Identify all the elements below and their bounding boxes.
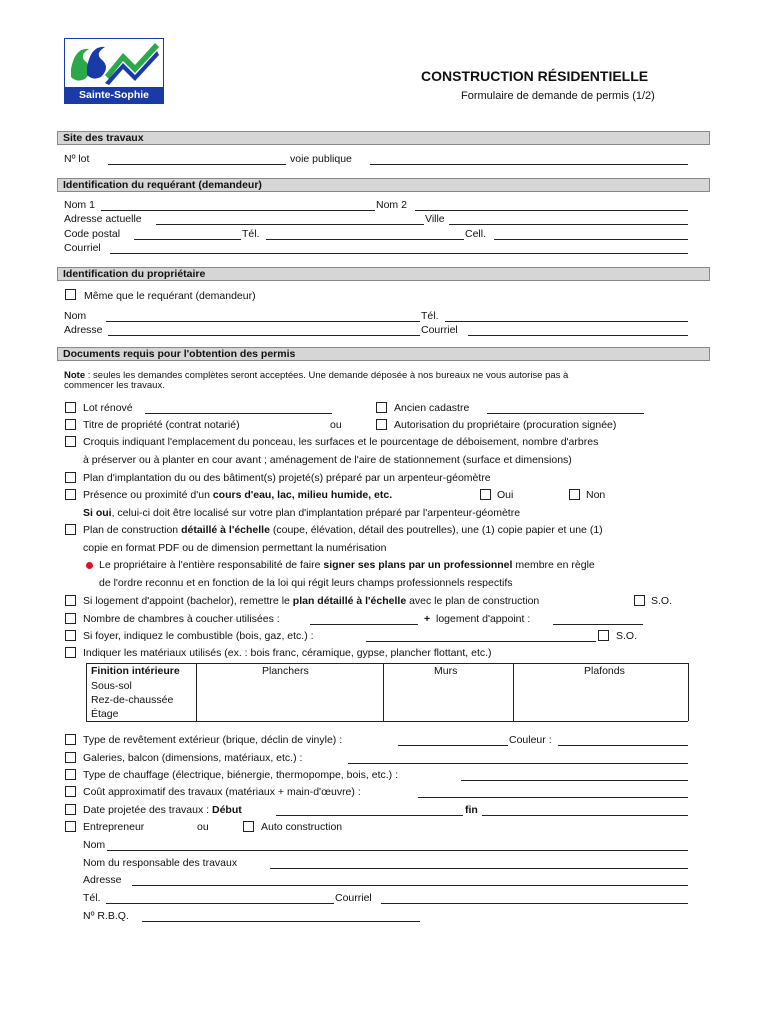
logo-graphic-icon <box>65 39 163 87</box>
foyer-checkbox[interactable] <box>65 630 76 641</box>
revetement-checkbox[interactable] <box>65 734 76 745</box>
prop-tel-label: Tél. <box>421 310 439 322</box>
chauffage-checkbox[interactable] <box>65 769 76 780</box>
cout-field[interactable] <box>418 797 688 798</box>
nom2-field[interactable] <box>415 210 688 211</box>
responsabilite-label <box>99 559 595 571</box>
cell-field[interactable] <box>494 239 688 240</box>
ancien-cadastre-field[interactable] <box>487 413 644 414</box>
adresse-field[interactable] <box>156 224 424 225</box>
e-tel-field[interactable] <box>106 903 334 904</box>
appoint-pre: Si logement d'appoint (bachelor), remettre le <box>83 595 293 607</box>
table-border-right <box>688 663 689 721</box>
meme-label: Même que le requérant (demandeur) <box>84 290 256 302</box>
croquis-checkbox[interactable] <box>65 436 76 447</box>
oui-label: Oui <box>497 489 514 501</box>
nom2-label: Nom 2 <box>376 199 407 211</box>
e-rbq-label: Nº R.B.Q. <box>83 910 129 922</box>
section-site-heading: Site des travaux <box>57 131 710 145</box>
table-border-top <box>86 663 688 664</box>
page-subtitle: Formulaire de demande de permis (1/2) <box>461 90 655 102</box>
entrepreneur-label: Entrepreneur <box>83 821 145 833</box>
table-row: Sous-sol <box>91 680 132 692</box>
foyer-so-label: S.O. <box>616 630 638 642</box>
chambres-checkbox[interactable] <box>65 613 76 624</box>
courriel-field[interactable] <box>110 253 688 254</box>
plan-impl-label: Plan d'implantation du ou des bâtiment(s) projeté(s) préparé par un arpenteur-géomètre <box>83 472 491 484</box>
revetement-field[interactable] <box>398 745 508 746</box>
page-title: CONSTRUCTION RÉSIDENTIELLE <box>421 68 649 84</box>
note-line2: commencer les travaux. <box>64 380 165 391</box>
voie-label: voie publique <box>290 153 352 165</box>
nom1-field[interactable] <box>101 210 375 211</box>
auto-construction-label: Auto construction <box>261 821 343 833</box>
materiaux-checkbox[interactable] <box>65 647 76 658</box>
section-documents-heading: Documents requis pour l'obtention des permis <box>57 347 710 361</box>
table-col-divider-2 <box>383 663 384 721</box>
plan-constr-pre: Plan de construction <box>83 524 182 536</box>
plan-constr-label <box>83 524 603 536</box>
fin-label: fin <box>465 804 478 816</box>
foyer-field[interactable] <box>366 641 596 642</box>
table-border-left <box>86 663 87 721</box>
e-tel-label: Tél. <box>83 892 101 904</box>
lot-label: Nº lot <box>64 153 90 165</box>
cell-label: Cell. <box>465 228 487 240</box>
date-pre: Date projetée des travaux : <box>83 804 212 816</box>
e-courriel-field[interactable] <box>381 903 688 904</box>
municipality-logo <box>64 38 164 104</box>
section-proprietaire-heading: Identification du propriétaire <box>57 267 710 281</box>
code-postal-field[interactable] <box>134 239 241 240</box>
titre-label: Titre de propriété (contrat notarié) <box>83 419 240 431</box>
prop-adresse-label: Adresse <box>64 324 103 336</box>
materiaux-label: Indiquer les matériaux utilisés (ex. : bois franc, céramique, gypse, plancher flottant, etc.) <box>83 647 492 659</box>
oui-checkbox[interactable] <box>480 489 491 500</box>
cout-label: Coût approximatif des travaux (matériaux + main-d'œuvre) : <box>83 786 361 798</box>
date-label <box>83 804 242 816</box>
auto-construction-checkbox[interactable] <box>243 821 254 832</box>
e-adresse-field[interactable] <box>132 885 688 886</box>
table-header-finition: Finition intérieure <box>91 665 180 677</box>
plan-constr-label-2: copie en format PDF ou de dimension permettant la numérisation <box>83 542 387 554</box>
e-resp-label: Nom du responsable des travaux <box>83 857 238 869</box>
tel-label: Tél. <box>242 228 260 240</box>
galeries-checkbox[interactable] <box>65 752 76 763</box>
foyer-so-checkbox[interactable] <box>598 630 609 641</box>
note-text: : seules les demandes complètes seront acceptées. Une demande déposée à nos bureaux ne vous autorise pas à <box>85 370 569 381</box>
appoint-bold: plan détaillé à l'échelle <box>292 595 407 607</box>
croquis-label-1: Croquis indiquant l'emplacement du ponceau, les surfaces et le pourcentage de déboisement, nombre d'arbres <box>83 436 599 448</box>
entrepreneur-checkbox[interactable] <box>65 821 76 832</box>
logement-appoint-field[interactable] <box>553 624 643 625</box>
ancien-cadastre-label: Ancien cadastre <box>394 402 470 414</box>
lot-renove-label: Lot rénové <box>83 402 133 414</box>
cout-checkbox[interactable] <box>65 786 76 797</box>
autorisation-checkbox[interactable] <box>376 419 387 430</box>
e-nom-label: Nom <box>83 839 106 851</box>
plus-label: + <box>424 613 431 625</box>
lot-renove-field[interactable] <box>145 413 332 414</box>
code-postal-label: Code postal <box>64 228 121 240</box>
prop-nom-label: Nom <box>64 310 87 322</box>
chauffage-field[interactable] <box>461 780 688 781</box>
bullet-icon <box>86 562 93 569</box>
prop-courriel-label: Courriel <box>421 324 458 336</box>
appoint-so-label: S.O. <box>651 595 673 607</box>
e-courriel-label: Courriel <box>335 892 372 904</box>
section-requerant-heading: Identification du requérant (demandeur) <box>57 178 710 192</box>
si-oui-bold: Si oui <box>83 507 112 519</box>
fin-field[interactable] <box>482 815 688 816</box>
ou-label: ou <box>330 419 342 431</box>
chambres-label: Nombre de chambres à coucher utilisées : <box>83 613 280 625</box>
ou-label-2: ou <box>197 821 209 833</box>
e-nom-field[interactable] <box>107 850 688 851</box>
si-oui-text: , celui-ci doit être localisé sur votre plan d'implantation préparé par l'arpenteur-géomètre <box>111 507 521 519</box>
debut-field[interactable] <box>276 815 463 816</box>
table-header-plafonds: Plafonds <box>584 665 625 677</box>
galeries-field[interactable] <box>348 763 688 764</box>
table-row: Rez-de-chaussée <box>91 694 174 706</box>
prop-adresse-field[interactable] <box>108 335 420 336</box>
resp-bold: signer ses plans par un professionnel <box>323 559 513 571</box>
chauffage-label: Type de chauffage (électrique, biénergie, thermopompe, bois, etc.) : <box>83 769 398 781</box>
lot-renove-checkbox[interactable] <box>65 402 76 413</box>
logo-text: Sainte-Sophie <box>65 87 163 103</box>
table-header-murs: Murs <box>434 665 458 677</box>
ville-field[interactable] <box>449 224 688 225</box>
galeries-label: Galeries, balcon (dimensions, matériaux, etc.) : <box>83 752 303 764</box>
appoint-so-checkbox[interactable] <box>634 595 645 606</box>
table-row: Étage <box>91 708 119 720</box>
prop-nom-field[interactable] <box>106 321 420 322</box>
date-checkbox[interactable] <box>65 804 76 815</box>
foyer-label: Si foyer, indiquez le combustible (bois, gaz, etc.) : <box>83 630 314 642</box>
si-oui-note <box>83 507 520 519</box>
couleur-label: Couleur : <box>509 734 552 746</box>
presence-checkbox[interactable] <box>65 489 76 500</box>
appoint-post: avec le plan de construction <box>406 595 540 607</box>
nom1-label: Nom 1 <box>64 199 95 211</box>
adresse-label: Adresse actuelle <box>64 213 142 225</box>
non-checkbox[interactable] <box>569 489 580 500</box>
table-header-planchers: Planchers <box>262 665 309 677</box>
titre-checkbox[interactable] <box>65 419 76 430</box>
plan-impl-checkbox[interactable] <box>65 472 76 483</box>
plan-constr-checkbox[interactable] <box>65 524 76 535</box>
courriel-label: Courriel <box>64 242 101 254</box>
appoint-label <box>83 595 539 607</box>
voie-field[interactable] <box>370 164 688 165</box>
debut-label: Début <box>212 804 242 816</box>
plan-constr-bold: détaillé à l'échelle <box>181 524 270 536</box>
e-resp-field[interactable] <box>270 868 688 869</box>
ville-label: Ville <box>425 213 445 225</box>
meme-checkbox[interactable] <box>65 289 76 300</box>
responsabilite-label-2: de l'ordre reconnu et en fonction de la loi qui régit leurs champs professionnels respectifs <box>99 577 513 589</box>
logement-appoint-label: logement d'appoint : <box>436 613 531 625</box>
presence-label <box>83 489 392 501</box>
ancien-cadastre-checkbox[interactable] <box>376 402 387 413</box>
prop-tel-field[interactable] <box>445 321 688 322</box>
revetement-label: Type de revêtement extérieur (brique, déclin de vinyle) : <box>83 734 343 746</box>
lot-field[interactable] <box>108 164 286 165</box>
table-col-divider-1 <box>196 663 197 721</box>
resp-pre: Le propriétaire à l'entière responsabilité de faire <box>99 559 324 571</box>
prop-courriel-field[interactable] <box>468 335 688 336</box>
tel-field[interactable] <box>266 239 464 240</box>
table-border-bottom <box>86 721 688 722</box>
plan-constr-post: (coupe, élévation, détail des poutrelles), une (1) copie papier et une (1) <box>269 524 603 536</box>
e-adresse-label: Adresse <box>83 874 122 886</box>
autorisation-label: Autorisation du propriétaire (procuration signée) <box>394 419 617 431</box>
chambres-field[interactable] <box>310 624 418 625</box>
resp-post: membre en règle <box>512 559 595 571</box>
presence-bold: cours d'eau, lac, milieu humide, etc. <box>212 489 393 501</box>
non-label: Non <box>586 489 606 501</box>
table-col-divider-3 <box>513 663 514 721</box>
croquis-label-2: à préserver ou à planter en cour avant ; aménagement de l'aire de stationnement (surface et dimensions) <box>83 454 572 466</box>
note-label: Note <box>64 370 86 381</box>
couleur-field[interactable] <box>558 745 688 746</box>
appoint-checkbox[interactable] <box>65 595 76 606</box>
e-rbq-field[interactable] <box>142 921 420 922</box>
presence-text: Présence ou proximité d'un <box>83 489 213 501</box>
